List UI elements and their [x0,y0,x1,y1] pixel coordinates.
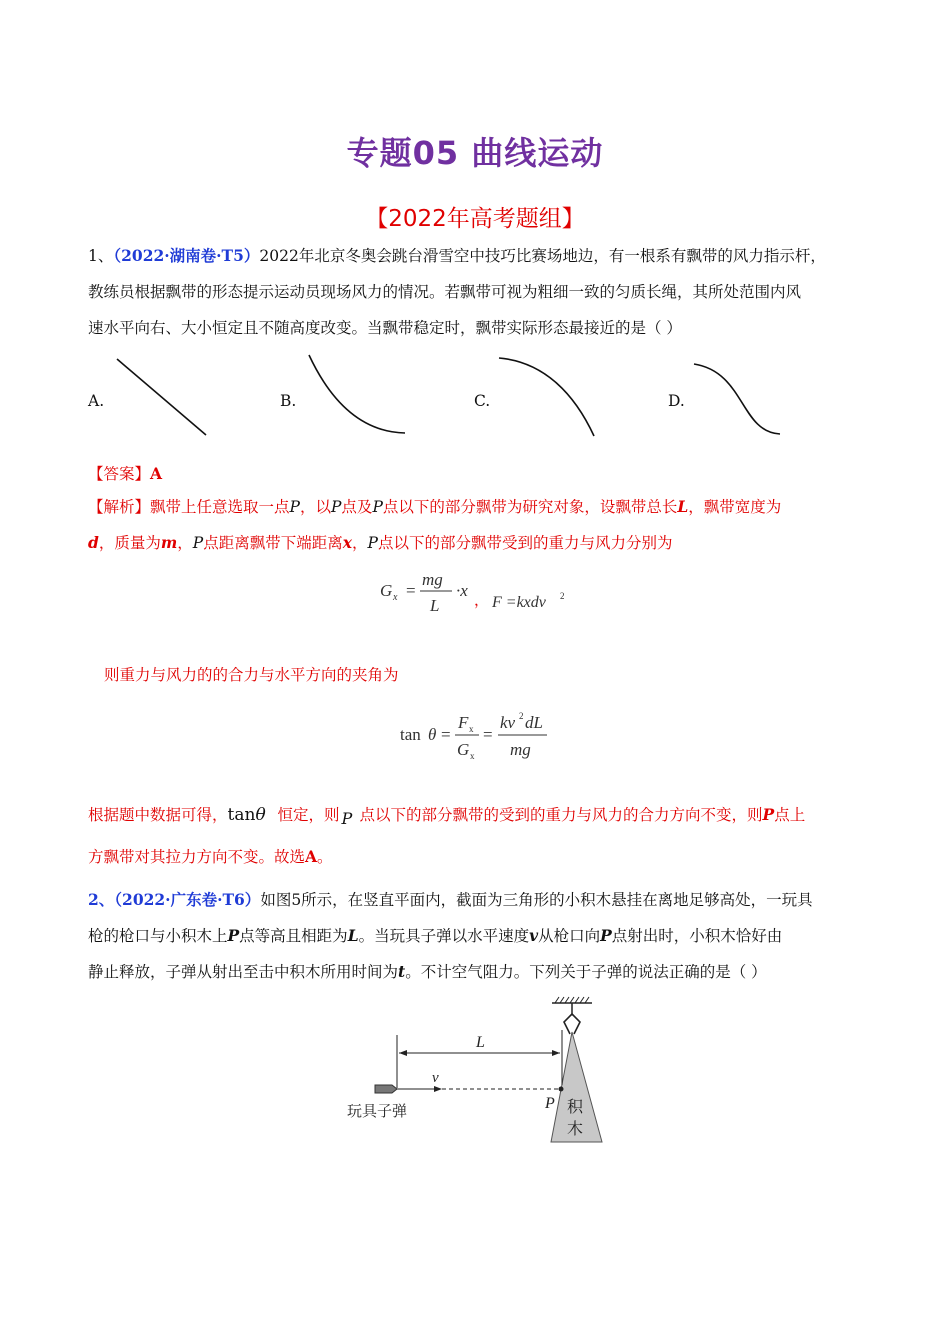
bullet [375,1085,397,1093]
svg-text:2: 2 [519,711,524,721]
q1-angle-sentence: 则重力与风力的的合力与水平方向的夹角为 [104,666,399,684]
ceiling-hatch [555,997,589,1003]
q2-text [88,882,868,990]
svg-text:L: L [430,596,440,615]
svg-text:2: 2 [560,591,565,601]
option-curves [0,0,950,460]
svg-text:dL: dL [525,713,543,732]
q2-source: （2022·广东卷·T6） [114,890,261,909]
point-p [559,1087,564,1092]
svg-text:P: P [545,1095,555,1112]
svg-text:=: = [483,725,493,744]
option-d-curve [694,364,780,434]
svg-text:，: ， [474,593,490,609]
svg-text:F =kxdv: F =kxdv [492,594,546,611]
formula-1 [370,565,590,621]
option-b-curve [309,355,405,433]
section-heading: 【2022年高考题组】 [365,206,585,232]
q1-line2: 教练员根据飘带的形态提示运动员现场风力的情况。若飘带可视为粗细一致的匀质长绳，其所处范围内风 [88,283,802,301]
q2-line1: 2、（2022·广东卷·T6）如图5所示，在竖直平面内，截面为三角形的小积木悬挂在离地足够高处，一玩具 [88,890,813,909]
formula-2 [395,708,575,768]
svg-text:v: v [432,1070,439,1086]
svg-text:·x: ·x [456,581,468,600]
q1-answer: 【答案】A [88,464,163,483]
q2-line2: 枪的枪口与小积木上P点等高且相距为L。当玩具子弹以水平速度v从枪口向P点射出时，小积木恰好由 [88,926,783,945]
option-b-label: B. [280,392,297,410]
svg-text:G: G [380,581,393,600]
option-d-label: D. [668,392,685,410]
option-a-label: A. [88,392,105,410]
svg-text:=: = [406,581,416,600]
svg-text:kv: kv [500,713,516,732]
option-c-curve [499,358,594,436]
svg-text:θ: θ [428,725,437,744]
svg-text:玩具子弹: 玩具子弹 [347,1104,408,1120]
page-title: 专题05 曲线运动 [346,134,604,172]
q2-figure [330,990,630,1150]
svg-text:=: = [441,725,451,744]
svg-text:x: x [469,724,474,734]
svg-text:G: G [457,740,470,759]
svg-text:x: x [470,751,475,761]
svg-text:mg: mg [422,570,443,589]
svg-text:L: L [476,1034,485,1051]
svg-text:tan: tan [400,725,421,744]
svg-text:F: F [458,713,469,732]
q1-line3: 速水平向右、大小恒定且不随高度改变。当飘带稳定时，飘带实际形态最接近的是（ ） [88,319,682,337]
option-c-label: C. [474,392,491,410]
q2-line3: 静止释放，子弹从射出至击中积木所用时间为t。不计空气阻力。下列关于子弹的说法正确的是（ ） [88,962,767,981]
q1-conclusion: 根据题中数据可得， tanθ 恒定，则 P 点以下的部分飘带的受到的重力与风力的合力方向不变，则P点上 方飘带对其拉力方向不变。故选A。 [88,805,806,866]
svg-text:木: 木 [567,1121,584,1138]
svg-text:mg: mg [510,740,531,759]
q1-line1: 1、（2022·湖南卷·T5）2022年北京冬奥会跳台滑雪空中技巧比赛场地边，有一根系有飘带的风力指示杆， [88,246,826,265]
clamp [564,1014,580,1034]
option-a-curve [117,359,206,435]
svg-text:x: x [393,592,398,603]
q1-analysis: 【解析】飘带上任意选取一点P，以P点及P点以下的部分飘带为研究对象，设飘带总长L，飘带宽度为 d，质量为m，P点距离飘带下端距离x，P点以下的部分飘带受到的重力与风力分别为 [88,497,782,552]
q1-source: （2022·湖南卷·T5） [113,246,260,265]
svg-text:积: 积 [567,1099,584,1116]
